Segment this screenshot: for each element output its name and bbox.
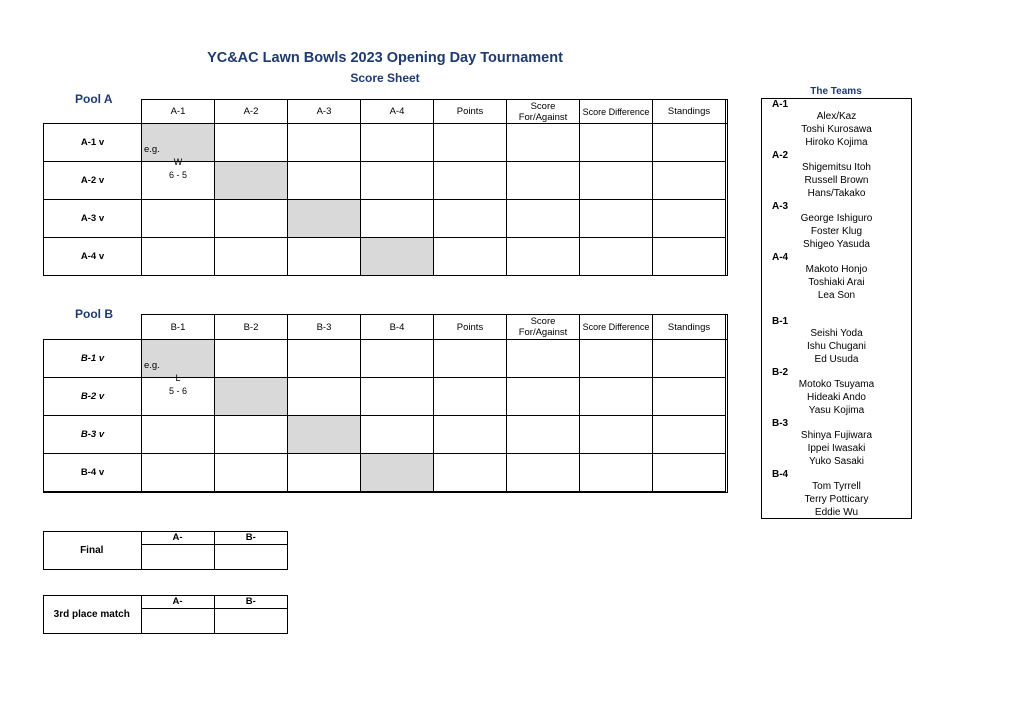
corner-blank	[44, 100, 142, 124]
score-cell[interactable]	[215, 416, 288, 454]
score-cell[interactable]	[434, 238, 507, 276]
teams-title: The Teams	[810, 86, 862, 97]
third-place-table	[43, 595, 287, 633]
team-member: Makoto Honjo	[805, 264, 868, 275]
score-cell[interactable]	[215, 238, 288, 276]
score-cell[interactable]	[653, 238, 726, 276]
team-member: Ishu Chugani	[807, 341, 866, 352]
team-member: Russell Brown	[804, 175, 869, 186]
example-label: e.g.	[144, 359, 160, 371]
team-member: Ed Usuda	[814, 354, 859, 365]
team-member: George Ishiguro	[800, 213, 873, 224]
row-header: B-4 v	[44, 454, 142, 492]
col-header: Score Difference	[580, 100, 653, 124]
score-cell[interactable]	[434, 200, 507, 238]
score-cell[interactable]	[507, 124, 580, 162]
score-cell[interactable]	[507, 162, 580, 200]
score-cell[interactable]	[215, 340, 288, 378]
sheet-subtitle: Score Sheet	[350, 71, 420, 85]
team-member: Toshiaki Arai	[808, 277, 865, 288]
score-cell[interactable]	[434, 416, 507, 454]
row-header: B-3 v	[44, 416, 142, 454]
score-cell[interactable]	[361, 200, 434, 238]
third-place-label: 3rd place match	[53, 608, 130, 620]
final-score-a[interactable]	[141, 544, 214, 569]
score-cell[interactable]	[142, 378, 215, 416]
score-cell[interactable]	[580, 200, 653, 238]
team-code: B-3	[772, 418, 789, 429]
team-member: Toshi Kurosawa	[801, 124, 872, 135]
team-member: Tom Tyrrell	[812, 481, 861, 492]
self-match-cell	[288, 416, 361, 454]
final-score-b[interactable]	[214, 544, 287, 569]
self-match-cell	[288, 200, 361, 238]
pool-a-label: Pool A	[75, 92, 113, 106]
score-cell[interactable]	[653, 124, 726, 162]
score-cell[interactable]	[142, 416, 215, 454]
score-cell[interactable]	[361, 340, 434, 378]
final-label: Final	[80, 544, 104, 556]
team-code: B-2	[772, 367, 789, 378]
pool-b-label: Pool B	[75, 307, 113, 321]
score-cell[interactable]	[215, 200, 288, 238]
score-cell[interactable]	[653, 454, 726, 492]
corner-blank	[44, 315, 142, 340]
final-col-b: B-	[214, 531, 287, 544]
score-cell[interactable]	[653, 416, 726, 454]
score-cell[interactable]	[288, 340, 361, 378]
team-member: Shinya Fujiwara	[800, 430, 873, 441]
col-header: A-4	[361, 100, 434, 124]
score-cell[interactable]	[215, 124, 288, 162]
final-col-a: A-	[141, 531, 214, 544]
score-cell[interactable]	[434, 162, 507, 200]
score-cell[interactable]	[142, 162, 215, 200]
team-member: Terry Potticary	[804, 494, 869, 505]
score-cell[interactable]	[580, 124, 653, 162]
score-cell[interactable]	[580, 416, 653, 454]
sheet-title: YC&AC Lawn Bowls 2023 Opening Day Tournament	[207, 50, 563, 66]
team-member: Shigeo Yasuda	[803, 239, 870, 250]
team-member: Motoko Tsuyama	[798, 379, 875, 390]
team-code: A-4	[772, 252, 789, 263]
row-header: A-1 v	[44, 124, 142, 162]
score-cell[interactable]	[580, 454, 653, 492]
team-member: Alex/Kaz	[816, 111, 857, 122]
score-cell[interactable]	[507, 378, 580, 416]
example-score: 6 - 5	[168, 169, 187, 180]
self-match-cell	[215, 162, 288, 200]
final-table	[43, 531, 287, 569]
score-cell[interactable]	[288, 238, 361, 276]
row-header: A-2 v	[44, 162, 142, 200]
third-col-a: A-	[141, 595, 214, 608]
score-cell[interactable]	[361, 162, 434, 200]
row-header: B-1 v	[44, 340, 142, 378]
team-member: Hiroko Kojima	[805, 137, 868, 148]
col-header: B-4	[361, 315, 434, 340]
col-header: A-1	[142, 100, 215, 124]
third-score-b[interactable]	[214, 608, 287, 633]
example-result: W	[173, 156, 183, 167]
team-member: Hideaki Ando	[807, 392, 866, 403]
score-cell[interactable]	[580, 378, 653, 416]
team-member: Lea Son	[817, 290, 856, 301]
score-cell[interactable]	[580, 162, 653, 200]
score-cell[interactable]	[434, 454, 507, 492]
score-cell[interactable]	[507, 340, 580, 378]
team-code: A-3	[772, 201, 789, 212]
score-cell[interactable]	[434, 378, 507, 416]
col-header: Score Difference	[580, 315, 653, 340]
col-header: A-2	[215, 100, 288, 124]
col-header: B-1	[142, 315, 215, 340]
col-header: Score For/Against	[507, 315, 580, 340]
score-cell[interactable]	[142, 238, 215, 276]
score-cell[interactable]	[434, 124, 507, 162]
score-cell[interactable]	[361, 124, 434, 162]
score-cell[interactable]	[361, 416, 434, 454]
example-label: e.g.	[144, 143, 160, 155]
score-cell[interactable]	[507, 238, 580, 276]
score-cell[interactable]	[507, 454, 580, 492]
score-cell[interactable]	[580, 238, 653, 276]
team-code: B-1	[772, 316, 789, 327]
example-result: L	[175, 372, 181, 383]
score-cell[interactable]	[288, 162, 361, 200]
score-cell[interactable]	[288, 454, 361, 492]
score-cell[interactable]	[434, 340, 507, 378]
row-header: B-2 v	[44, 378, 142, 416]
score-cell[interactable]	[653, 200, 726, 238]
team-member: Yuko Sasaki	[808, 456, 865, 467]
score-cell[interactable]	[215, 454, 288, 492]
team-member: Eddie Wu	[814, 507, 859, 518]
team-code: A-1	[772, 99, 789, 110]
score-cell[interactable]	[653, 162, 726, 200]
row-header: A-4 v	[44, 238, 142, 276]
example-cell[interactable]	[142, 340, 215, 396]
score-cell[interactable]	[288, 378, 361, 416]
example-score: 5 - 6	[168, 385, 187, 396]
col-header: Points	[434, 100, 507, 124]
col-header: Score For/Against	[507, 100, 580, 124]
team-member: Seishi Yoda	[810, 328, 863, 339]
col-header: A-3	[288, 100, 361, 124]
third-score-a[interactable]	[141, 608, 214, 633]
col-header: B-2	[215, 315, 288, 340]
score-cell[interactable]	[507, 200, 580, 238]
col-header: B-3	[288, 315, 361, 340]
score-cell[interactable]	[580, 340, 653, 378]
score-cell[interactable]	[288, 124, 361, 162]
teams-list	[761, 98, 912, 519]
third-col-b: B-	[214, 595, 287, 608]
team-member: Ippei Iwasaki	[807, 443, 866, 454]
team-code: A-2	[772, 150, 789, 161]
team-code: B-4	[772, 469, 789, 480]
col-header: Standings	[653, 315, 726, 340]
team-member: Foster Klug	[810, 226, 863, 237]
col-header: Points	[434, 315, 507, 340]
col-header: Standings	[653, 100, 726, 124]
score-cell[interactable]	[507, 416, 580, 454]
score-cell[interactable]	[361, 378, 434, 416]
score-cell[interactable]	[142, 200, 215, 238]
score-cell[interactable]	[653, 378, 726, 416]
row-header: A-3 v	[44, 200, 142, 238]
self-match-cell	[215, 378, 288, 416]
team-member: Shigemitsu Itoh	[802, 162, 871, 173]
example-cell[interactable]	[142, 124, 215, 180]
pool-b-table	[43, 314, 726, 492]
score-cell[interactable]	[142, 454, 215, 492]
score-cell[interactable]	[653, 340, 726, 378]
team-member: Yasu Kojima	[808, 405, 865, 416]
team-member: Hans/Takako	[807, 188, 866, 199]
pool-a-table	[43, 99, 726, 276]
self-match-cell	[361, 454, 434, 492]
self-match-cell	[361, 238, 434, 276]
